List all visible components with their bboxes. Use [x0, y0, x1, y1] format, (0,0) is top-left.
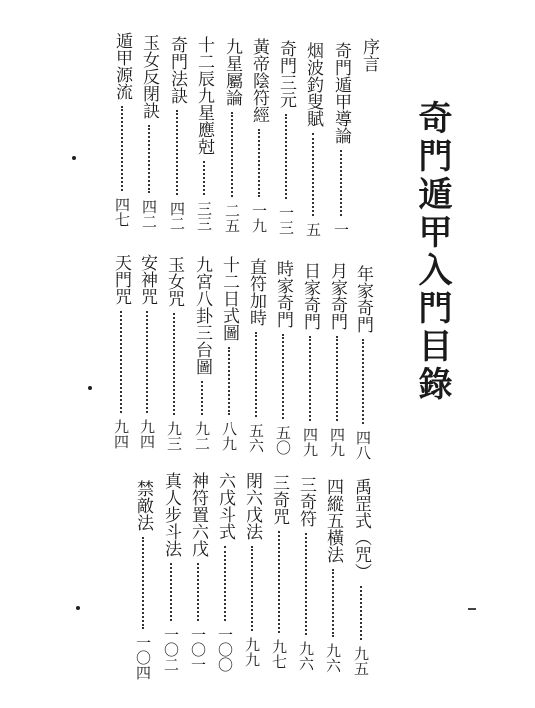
toc-entry-label: 奇門三元 [276, 40, 296, 108]
toc-entry [330, 42, 352, 237]
leader-dots [285, 114, 287, 199]
toc-entry-page: 九六 [324, 643, 342, 673]
toc-entry-label: 真人步斗法 [161, 472, 181, 557]
toc-entry-label: 烟波釣叟賦 [303, 42, 323, 127]
toc-entry-page: 九四 [112, 419, 130, 449]
leader-dots [309, 336, 311, 421]
toc-entry [272, 260, 294, 455]
toc-entry-page: 一〇一 [189, 627, 207, 672]
leader-dots [231, 112, 233, 197]
toc-entry-label: 奇門遁甲導論 [331, 42, 351, 144]
leader-dots [201, 381, 203, 415]
toc-entry [295, 476, 317, 671]
toc-entry [111, 32, 133, 227]
toc-entry-page: 四八 [354, 430, 372, 460]
toc-entry-page: 五六 [247, 423, 265, 453]
leader-dots [121, 106, 123, 191]
toc-entry [166, 36, 188, 231]
toc-entry-page: 二五 [223, 203, 241, 233]
toc-entry [214, 472, 236, 672]
toc-entry-label: 遁甲源流 [112, 32, 132, 100]
toc-entry [326, 262, 348, 457]
toc-entry-label: 序言 [359, 38, 379, 72]
toc-entry [302, 42, 324, 237]
toc-entry-label: 天門咒 [111, 254, 131, 305]
toc-entry [110, 254, 132, 449]
toc-entry-page: 一〇二 [162, 627, 180, 672]
toc-entry-page: 九四 [138, 419, 156, 449]
toc-entry [299, 262, 321, 457]
leader-dots [255, 332, 257, 417]
toc-entry [352, 265, 374, 460]
leader-dots [173, 313, 175, 415]
toc-entry [218, 256, 240, 451]
toc-entry [160, 472, 182, 672]
leader-dots [340, 150, 342, 216]
toc-entry-label: 九星屬論 [222, 38, 242, 106]
leader-dots [148, 125, 150, 193]
leader-dots [282, 334, 284, 419]
toc-entry [350, 478, 372, 676]
toc-entry-label: 黃帝陰符經 [249, 38, 269, 123]
toc-entry-label: 直符加時 [246, 258, 266, 326]
toc-entry-page: 九六 [297, 641, 315, 671]
leader-dots [228, 347, 230, 415]
leader-dots [142, 537, 144, 629]
toc-entry-label: 三奇符 [296, 476, 316, 527]
leader-dots [146, 311, 148, 413]
toc-entry-label: 六戊斗式 [215, 472, 235, 540]
toc-entry [193, 36, 215, 231]
toc-entry-label: 九宮八卦三台圖 [192, 256, 212, 375]
toc-entry-page: 一〇〇 [216, 627, 234, 672]
toc-entry-page: 五〇 [274, 425, 292, 455]
toc-entry-page: 三三 [195, 201, 213, 231]
leader-dots [120, 311, 122, 413]
toc-entry [191, 256, 213, 451]
leader-dots [258, 129, 260, 197]
leader-dots [170, 563, 172, 621]
toc-entry [221, 38, 243, 233]
toc-entry-label: 日家奇門 [300, 262, 320, 330]
scan-mark [468, 608, 476, 610]
leader-dots [362, 339, 364, 424]
toc-entry [358, 38, 380, 98]
leader-dots [203, 161, 205, 195]
toc-entry-label: 三奇咒 [269, 474, 289, 525]
leader-dots [332, 569, 334, 637]
leader-dots [278, 531, 280, 633]
leader-dots [336, 336, 338, 421]
leader-dots [224, 546, 226, 621]
scan-speck [72, 156, 76, 160]
toc-entry-page: 九九 [243, 637, 261, 667]
toc-entry-page: 四九 [301, 427, 319, 457]
toc-entry-label: 安神咒 [137, 254, 157, 305]
leader-dots [305, 533, 307, 635]
scan-speck [88, 386, 92, 390]
toc-entry-page: 四七 [113, 197, 131, 227]
toc-entry [245, 258, 267, 453]
toc-entry [163, 256, 185, 451]
toc-entry-label: 十二日式圖 [219, 256, 239, 341]
toc-entry-page: 九五 [352, 646, 370, 676]
toc-entry [241, 472, 263, 667]
toc-entry-page: 一 [332, 222, 350, 237]
toc-entry-page: 四二 [140, 199, 158, 229]
toc-entry-label: 奇門法訣 [167, 36, 187, 104]
toc-entry-label: 玉女咒 [164, 256, 184, 307]
leader-dots [251, 546, 253, 631]
toc-entry [138, 34, 160, 229]
toc-entry-label: 年家奇門 [353, 265, 373, 333]
toc-entry-page: 一〇四 [134, 635, 152, 680]
toc-entry-page: 一三 [277, 205, 295, 235]
toc-entry [136, 254, 158, 449]
toc-entry-label: 十二辰九星應尅 [194, 36, 214, 155]
toc-entry-page: 四九 [328, 427, 346, 457]
leader-dots [176, 110, 178, 195]
toc-entry-page: 五 [304, 222, 322, 237]
toc-entry [132, 480, 154, 680]
toc-entry-page: 九二 [193, 421, 211, 451]
leader-dots [312, 133, 314, 216]
toc-entry-page: 四二 [168, 201, 186, 231]
toc-entry [268, 474, 290, 669]
toc-entry-label: 禹罡式（咒） [351, 478, 371, 580]
toc-entry [275, 40, 297, 235]
page-title: 奇門遁甲入門目錄 [412, 100, 452, 404]
leader-dots [197, 563, 199, 621]
toc-entry-page: 八九 [220, 421, 238, 451]
scan-speck [76, 606, 80, 610]
leader-dots [360, 586, 362, 640]
toc-entry [322, 478, 344, 673]
toc-entry-page: 九七 [270, 639, 288, 669]
toc-entry [248, 38, 270, 233]
toc-entry-label: 月家奇門 [327, 262, 347, 330]
toc-entry-label: 閉六戊法 [242, 472, 262, 540]
toc-entry [187, 472, 209, 672]
toc-entry-label: 玉女反閉訣 [139, 34, 159, 119]
toc-entry-label: 禁敵法 [133, 480, 153, 531]
toc-entry-label: 時家奇門 [273, 260, 293, 328]
toc-entry-page: 一九 [250, 203, 268, 233]
toc-entry-page: 九三 [165, 421, 183, 451]
toc-entry-label: 四縱五橫法 [323, 478, 343, 563]
toc-entry-label: 神符置六戊 [188, 472, 208, 557]
